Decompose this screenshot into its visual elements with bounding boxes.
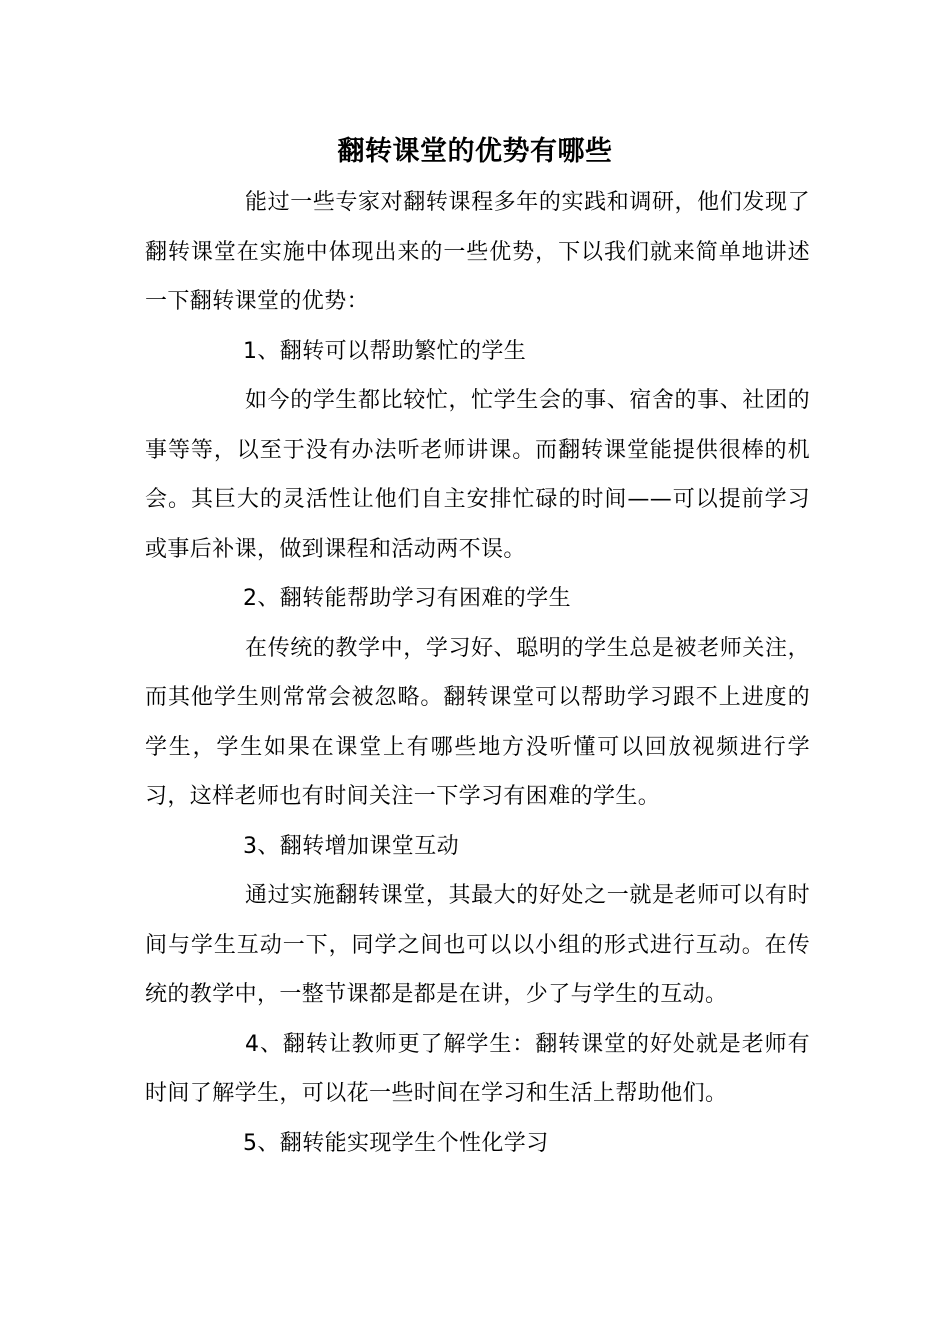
intro-paragraph: 能过一些专家对翻转课程多年的实践和调研，他们发现了翻转课堂在实施中体现出来的一些优势，下以我们就来简单地讲述一下翻转课堂的优势：	[145, 190, 810, 314]
section-5-heading: 5、翻转能实现学生个性化学习	[243, 1130, 549, 1156]
section-3-body: 通过实施翻转课堂，其最大的好处之一就是老师可以有时间与学生互动一下，同学之间也可以以小组的形式进行互动。在传统的教学中，一整节课都是都是在讲，少了与学生的互动。	[145, 883, 810, 1007]
section-3-heading: 3、翻转增加课堂互动	[243, 833, 459, 859]
section-2-heading: 2、翻转能帮助学习有困难的学生	[243, 586, 571, 611]
section-1-heading: 1、翻转可以帮助繁忙的学生	[243, 338, 527, 364]
section-4-paragraph: 4、翻转让教师更了解学生：翻转课堂的好处就是老师有时间了解学生，可以花一些时间在学习和生活上帮助他们。	[145, 1031, 810, 1106]
section-1-body: 如今的学生都比较忙，忙学生会的事、宿舍的事、社团的事等等，以至于没有办法听老师讲课。而翻转课堂能提供很棒的机会。其巨大的灵活性让他们自主安排忙碌的时间——可以提前学习或事后补课，做到课程和活动两不误。	[145, 388, 810, 562]
document-body	[145, 178, 810, 1168]
section-2-body: 在传统的教学中，学习好、聪明的学生总是被老师关注，而其他学生则常常会被忽略。翻转课堂可以帮助学习跟不上进度的学生，学生如果在课堂上有哪些地方没听懂可以回放视频进行学习，这样老师也有时间关注一下学习有困难的学生。	[145, 635, 810, 809]
document-title: 翻转课堂的优势有哪些	[337, 136, 613, 167]
